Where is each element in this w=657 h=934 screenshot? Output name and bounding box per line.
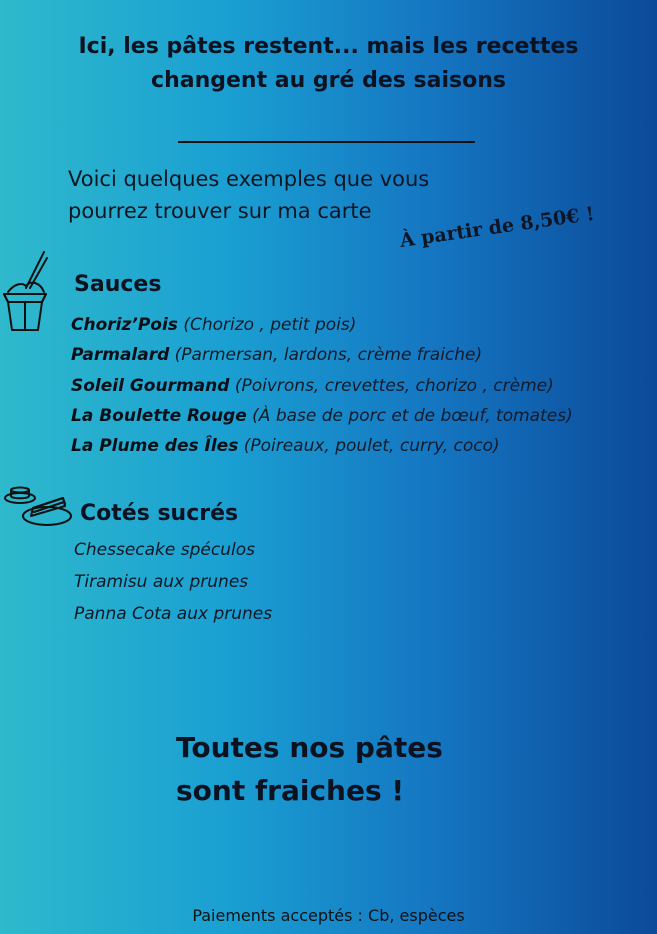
noodle-box-icon — [0, 248, 52, 332]
fresh-pasta-banner — [176, 726, 443, 812]
dessert-list — [74, 536, 272, 632]
sauce-description: (Parmersan, lardons, crème fraiche) — [174, 345, 483, 366]
list-item: Chessecake spéculos — [74, 540, 255, 560]
sauce-description: (Poireaux, poulet, curry, coco) — [243, 436, 500, 457]
sauce-description: (Chorizo , petit pois) — [183, 315, 357, 335]
intro-line-2: pourrez trouver sur ma carte — [68, 199, 372, 223]
list-item — [71, 340, 573, 370]
list-item — [71, 371, 573, 401]
divider — [178, 141, 475, 143]
sauce-name: Soleil Gourmand — [71, 375, 230, 396]
list-item: Tiramisu aux prunes — [74, 572, 249, 592]
list-item — [71, 431, 573, 461]
headline-line-1: Ici, les pâtes restent... mais les recettes — [78, 34, 579, 59]
sauce-name: La Boulette Rouge — [71, 405, 247, 426]
sauce-description: (À base de porc et de bœuf, tomates) — [252, 405, 573, 426]
list-item: Panna Cota aux prunes — [74, 604, 273, 624]
sauce-name: La Plume des Îles — [71, 436, 239, 457]
list-item — [71, 401, 573, 431]
sauce-list — [71, 310, 573, 461]
sauce-description: (Poivrons, crevettes, chorizo , crème) — [234, 375, 554, 396]
sauces-title: Sauces — [74, 272, 162, 297]
sauce-name: Choriz’Pois — [71, 315, 178, 335]
intro-line-1: Voici quelques exemples que vous — [68, 167, 430, 191]
price-tag: À partir de 8,50€ ! — [398, 202, 596, 252]
headline-line-2: changent au gré des saisons — [151, 68, 506, 93]
headline — [0, 30, 657, 98]
intro-text — [68, 163, 429, 227]
list-item — [71, 310, 573, 340]
cake-and-coffee-icon — [3, 484, 73, 528]
desserts-title: Cotés sucrés — [80, 501, 239, 526]
payment-info: Paiements acceptés : Cb, espèces — [192, 906, 465, 925]
fresh-line-2: sont fraiches ! — [176, 774, 405, 807]
fresh-line-1: Toutes nos pâtes — [176, 731, 443, 764]
sauce-name: Parmalard — [71, 345, 170, 366]
